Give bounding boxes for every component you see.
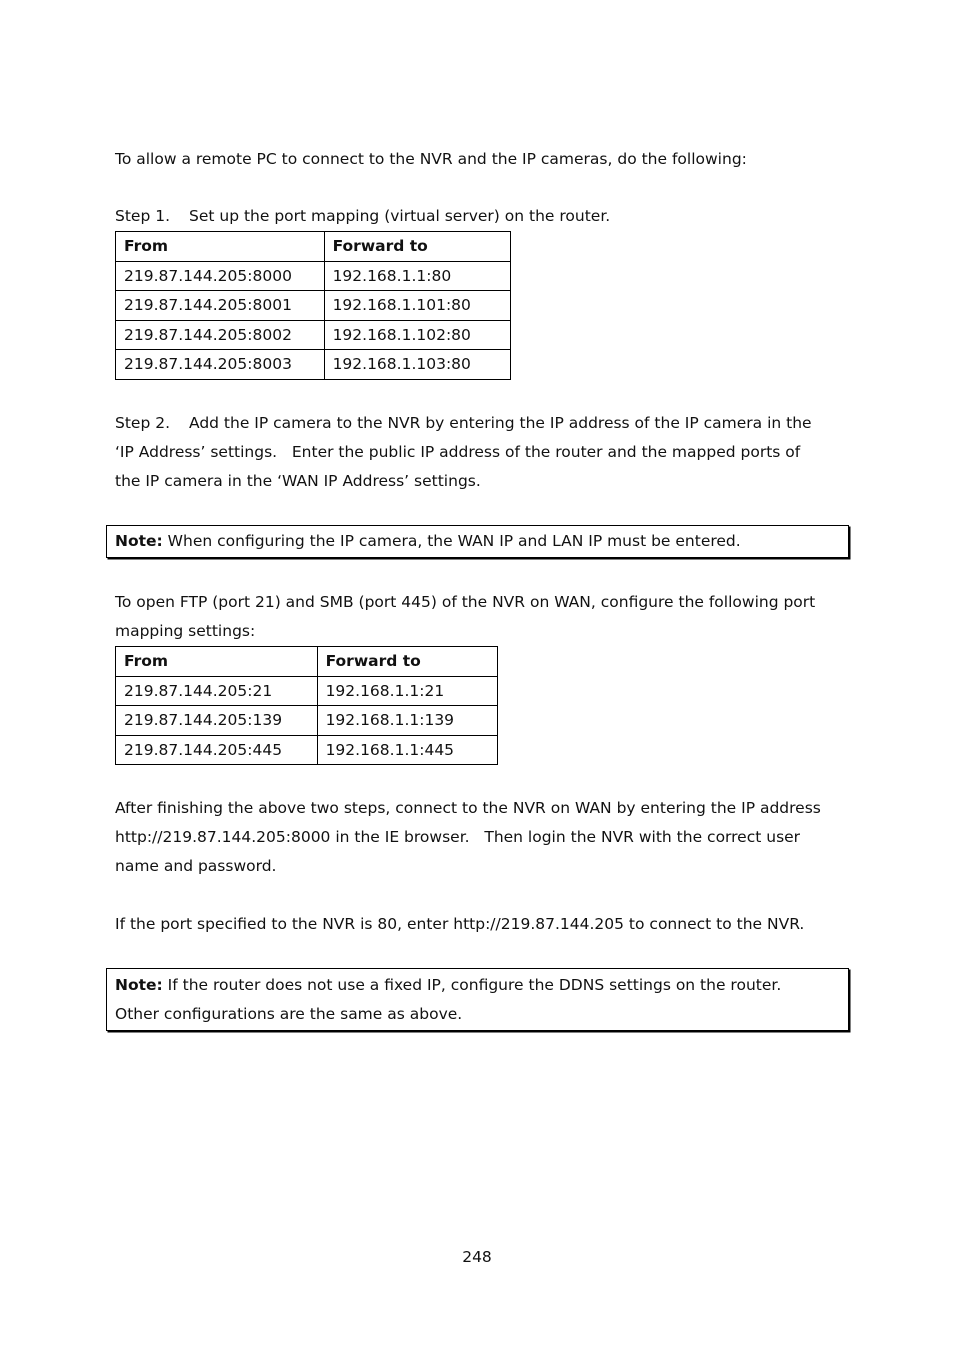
step2-line-1: [115, 409, 850, 438]
table-header-row: [116, 232, 511, 262]
cell-from: 219.87.144.205:8003: [116, 350, 325, 380]
cell-from: 219.87.144.205:8000: [116, 261, 325, 291]
note-box-1: [106, 525, 849, 558]
note-text: When configuring the IP camera, the WAN IP and LAN IP must be entered.: [162, 532, 741, 550]
page-number: 248: [462, 1248, 492, 1266]
step2-label: Step 2.: [115, 414, 171, 432]
note2-line-2: Other configurations are the same as above.: [115, 1005, 463, 1023]
after-line-3: name and password.: [115, 857, 277, 875]
after-line-1: After finishing the above two steps, connect to the NVR on WAN by entering the IP address: [115, 799, 821, 817]
cell-from: 219.87.144.205:21: [116, 676, 318, 706]
table-row: [116, 261, 511, 291]
ftp-line-2: mapping settings:: [115, 622, 256, 640]
step2-line-2: ‘IP Address’ settings. Enter the public IP address of the router and the mapped ports of: [115, 443, 801, 461]
note-label: Note:: [115, 532, 163, 550]
table-row: [116, 706, 498, 736]
note-label: Note:: [115, 976, 163, 994]
cell-from: 219.87.144.205:139: [116, 706, 318, 736]
cell-from: 219.87.144.205:445: [116, 735, 318, 765]
ftp-paragraph: [115, 588, 850, 646]
header-forward-to: Forward to: [324, 232, 510, 262]
ftp-line-1: To open FTP (port 21) and SMB (port 445) of the NVR on WAN, configure the following port: [115, 593, 816, 611]
header-from: From: [116, 232, 325, 262]
table-row: [116, 320, 511, 350]
after-steps-paragraph: [115, 794, 850, 881]
step2-text-1: Add the IP camera to the NVR by entering the IP address of the IP camera in the: [189, 414, 812, 432]
port80-paragraph: If the port specified to the NVR is 80, enter http://219.87.144.205 to connect to the NVR.: [115, 915, 805, 933]
step2-line-3: the IP camera in the ‘WAN IP Address’ settings.: [115, 472, 481, 490]
step1-text: Set up the port mapping (virtual server) on the router.: [189, 207, 611, 225]
cell-forward-to: 192.168.1.1:80: [324, 261, 510, 291]
after-line-2: http://219.87.144.205:8000 in the IE browser. Then login the NVR with the correct user: [115, 828, 801, 846]
note2-line-1: [115, 971, 848, 1000]
step1-label: Step 1.: [115, 207, 171, 225]
port-mapping-table-2: [115, 646, 498, 765]
table-row: [116, 735, 498, 765]
cell-forward-to: 192.168.1.1:139: [317, 706, 497, 736]
step2-paragraph: [115, 409, 850, 496]
cell-forward-to: 192.168.1.1:445: [317, 735, 497, 765]
cell-forward-to: 192.168.1.101:80: [324, 291, 510, 321]
cell-forward-to: 192.168.1.1:21: [317, 676, 497, 706]
cell-forward-to: 192.168.1.102:80: [324, 320, 510, 350]
table-row: [116, 676, 498, 706]
table-header-row: [116, 647, 498, 677]
note-text: If the router does not use a fixed IP, configure the DDNS settings on the router.: [162, 976, 782, 994]
intro-text: To allow a remote PC to connect to the NVR and the IP cameras, do the following:: [115, 150, 747, 168]
cell-forward-to: 192.168.1.103:80: [324, 350, 510, 380]
note-box-2: [106, 968, 849, 1031]
header-forward-to: Forward to: [317, 647, 497, 677]
port-mapping-table-1: [115, 231, 511, 380]
cell-from: 219.87.144.205:8002: [116, 320, 325, 350]
table-row: [116, 350, 511, 380]
header-from: From: [116, 647, 318, 677]
step1-paragraph: [115, 202, 850, 231]
table-row: [116, 291, 511, 321]
cell-from: 219.87.144.205:8001: [116, 291, 325, 321]
